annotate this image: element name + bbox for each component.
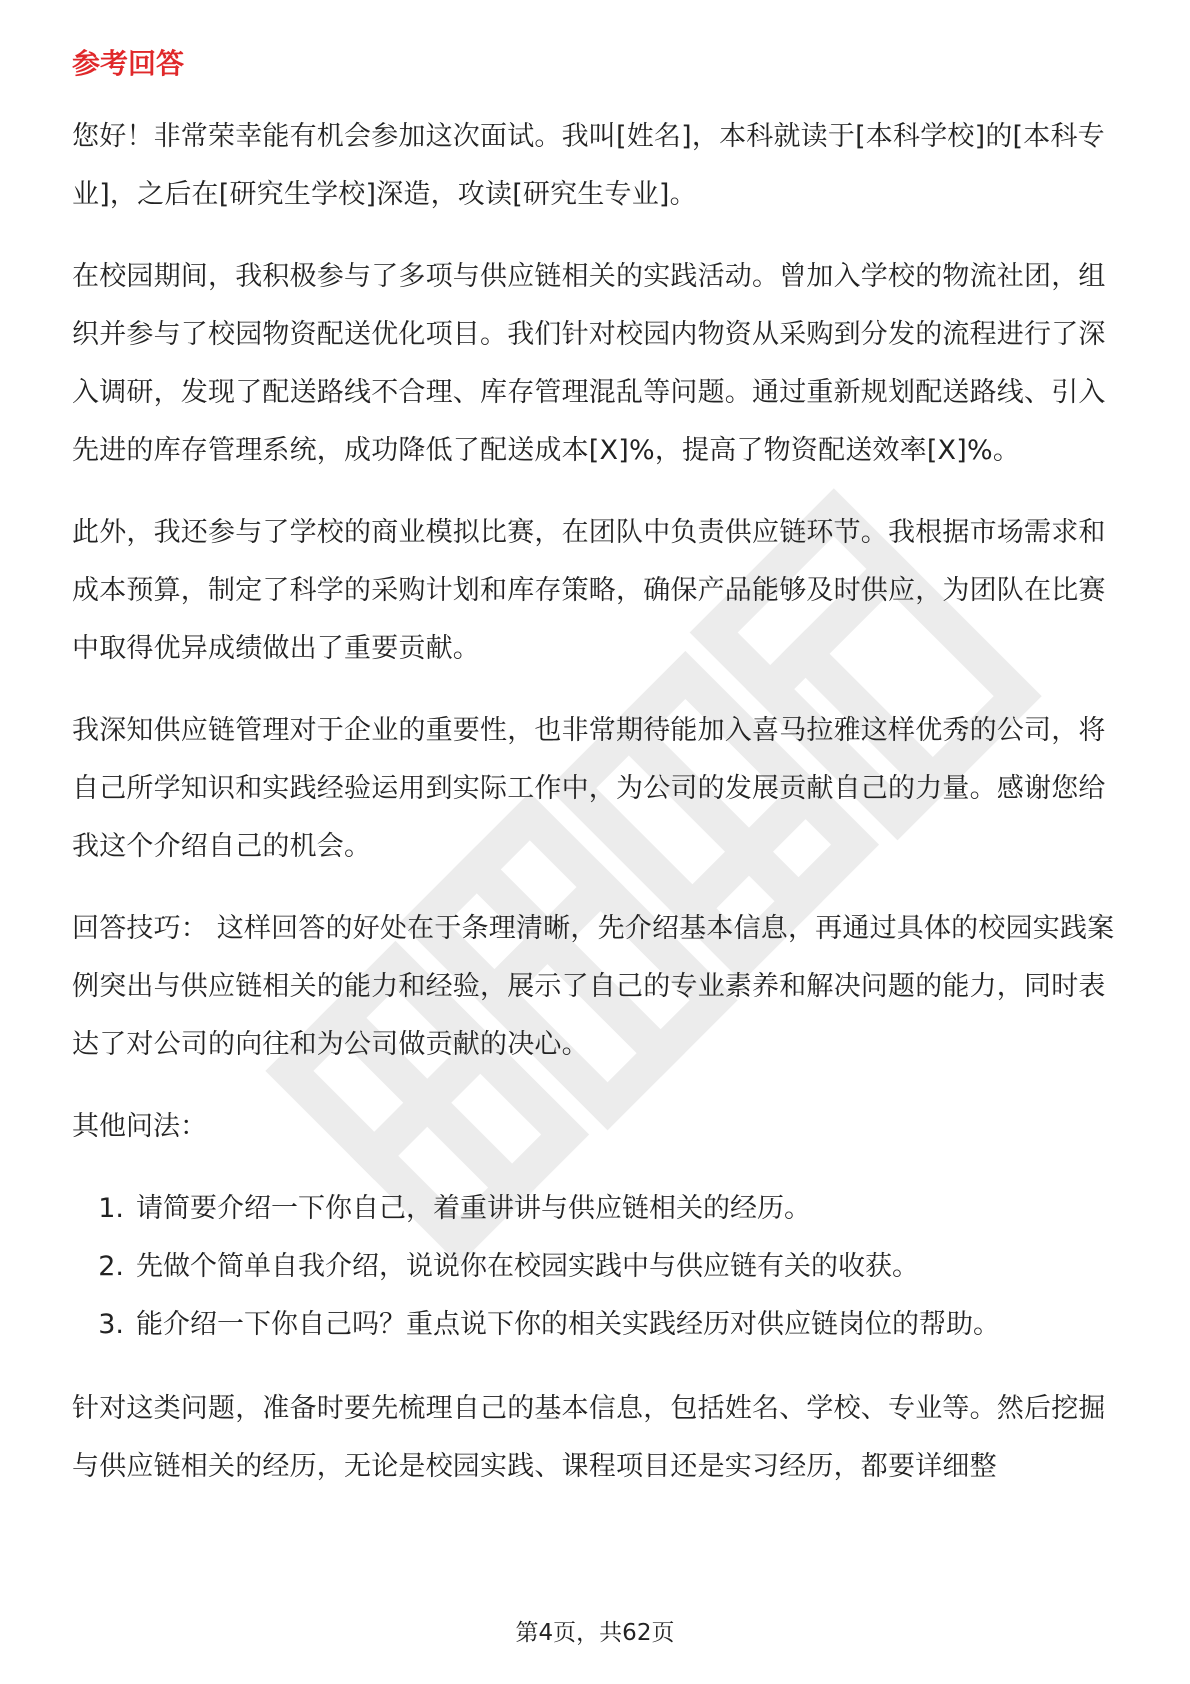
competition-paragraph: 此外，我还参与了学校的商业模拟比赛，在团队中负责供应链环节。我根据市场需求和成本预算，制定了科学的采购计划和库存策略，确保产品能够及时供应，为团队在比赛中取得优异成绩做出了重要贡献。 bbox=[72, 517, 1106, 664]
motivation-paragraph: 我深知供应链管理对于企业的重要性，也非常期待能加入喜马拉雅这样优秀的公司，将自己所学知识和实践经验运用到实际工作中，为公司的发展贡献自己的力量。感谢您给我这个介绍自己的机会。 bbox=[72, 715, 1106, 862]
campus-paragraph: 在校园期间，我积极参与了多项与供应链相关的实践活动。曾加入学校的物流社团，组织并参与了校园物资配送优化项目。我们针对校园内物资从采购到分发的流程进行了深入调研，发现了配送路线不合理、库存管理混乱等问题。通过重新规划配送路线、引入先进的库存管理系统，成功降低了配送成本[X]%，提高了物资配送效率[X]%。 bbox=[72, 261, 1106, 466]
intro-paragraph: 您好！非常荣幸能有机会参加这次面试。我叫[姓名]，本科就读于[本科学校]的[本科专业]，之后在[研究生学校]深造，攻读[研究生专业]。 bbox=[72, 121, 1105, 210]
other-questions-label: 其他问法： bbox=[72, 1111, 207, 1142]
alternative-questions-list bbox=[72, 1180, 1122, 1354]
section-heading: 参考回答 bbox=[72, 47, 185, 80]
list-item-text: 先做个简单自我介绍，说说你在校园实践中与供应链有关的收获。 bbox=[136, 1251, 919, 1282]
list-item-number: 3. bbox=[98, 1309, 124, 1340]
list-item-text: 请简要介绍一下你自己，着重讲讲与供应链相关的经历。 bbox=[136, 1193, 811, 1224]
page-number: 第4页，共62页 bbox=[515, 1620, 675, 1646]
list-item bbox=[72, 1296, 1122, 1354]
tips-paragraph: 回答技巧： 这样回答的好处在于条理清晰，先介绍基本信息，再通过具体的校园实践案例突出与供应链相关的能力和经验，展示了自己的专业素养和解决问题的能力，同时表达了对公司的向往和为公司做贡献的决心。 bbox=[72, 913, 1115, 1060]
list-item bbox=[72, 1238, 1122, 1296]
list-item bbox=[72, 1180, 1122, 1238]
list-item-text: 能介绍一下你自己吗？重点说下你的相关实践经历对供应链岗位的帮助。 bbox=[136, 1309, 1000, 1340]
list-item-number: 2. bbox=[98, 1251, 124, 1282]
list-item-number: 1. bbox=[98, 1193, 124, 1224]
document-body bbox=[72, 44, 1122, 1520]
preparation-paragraph: 针对这类问题，准备时要先梳理自己的基本信息，包括姓名、学校、专业等。然后挖掘与供应链相关的经历，无论是校园实践、课程项目还是实习经历，都要详细整 bbox=[72, 1393, 1106, 1482]
